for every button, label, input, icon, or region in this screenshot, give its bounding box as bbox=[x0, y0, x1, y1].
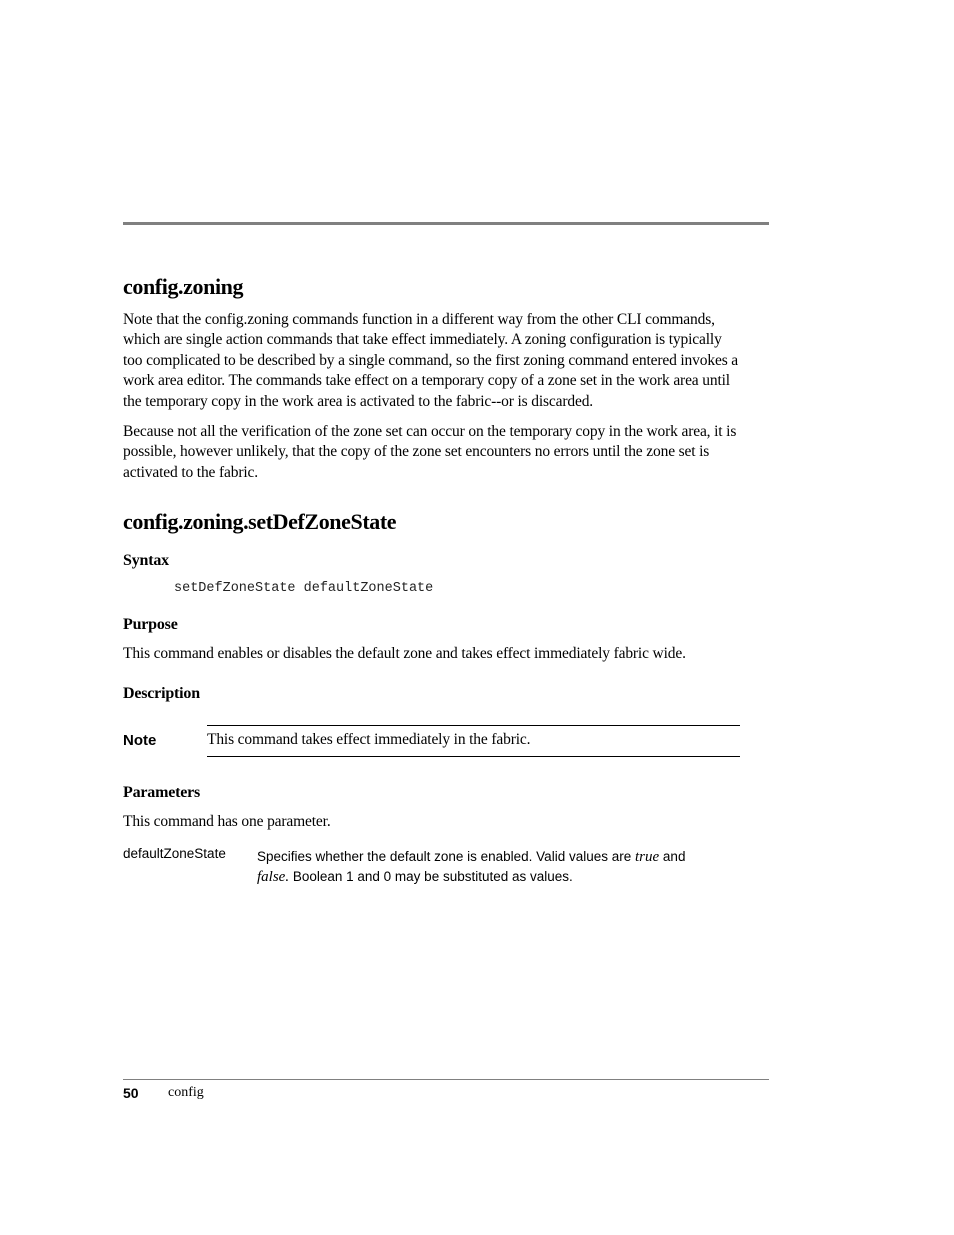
note-label: Note bbox=[123, 731, 157, 749]
note-callout bbox=[123, 725, 743, 757]
section-title-setdefzonestate: config.zoning.setDefZoneState bbox=[123, 509, 397, 535]
parameter-row bbox=[123, 846, 743, 886]
purpose-heading: Purpose bbox=[123, 616, 178, 634]
footer-rule bbox=[123, 1079, 769, 1080]
page-content bbox=[123, 270, 743, 886]
parameter-description bbox=[257, 847, 727, 887]
param-value-true: true bbox=[635, 849, 660, 866]
intro-paragraph-1: Note that the config.zoning commands function in a different way from the other CLI commands, which are single action commands that take effect immediately. A zoning configuration is typically too complicated to be described by a single command, so the first zoning command entered invokes a work area editor. The commands take effect on a temporary copy of a zone set in the work area until the temporary copy in the work area is activated to the fabric--or is discarded. bbox=[123, 311, 739, 410]
note-text: This command takes effect immediately in the fabric. bbox=[207, 730, 531, 748]
param-desc-and: and bbox=[659, 849, 686, 865]
intro-paragraph-2: Because not all the verification of the zone set can occur on the temporary copy in the work area, it is possible, however unlikely, that the copy of the zone set encounters no errors until the zone set is activated to the fabric. bbox=[123, 423, 737, 481]
param-desc-part1: Specifies whether the default zone is enabled. Valid values are bbox=[257, 849, 635, 865]
description-heading: Description bbox=[123, 684, 200, 702]
purpose-text: This command enables or disables the default zone and takes effect immediately fabric wide. bbox=[123, 645, 686, 663]
syntax-code: setDefZoneState defaultZoneState bbox=[174, 581, 434, 597]
param-value-false: false. bbox=[257, 869, 290, 886]
footer-section-name: config bbox=[168, 1085, 204, 1100]
syntax-heading: Syntax bbox=[123, 552, 169, 570]
top-rule bbox=[123, 222, 769, 225]
parameter-name: defaultZoneState bbox=[123, 846, 226, 862]
footer-page-number: 50 bbox=[123, 1085, 139, 1101]
note-box bbox=[207, 725, 740, 757]
param-desc-part2: Boolean 1 and 0 may be substituted as values. bbox=[289, 869, 573, 885]
parameters-heading: Parameters bbox=[123, 783, 201, 801]
section-title-config-zoning: config.zoning bbox=[123, 274, 244, 299]
parameters-intro: This command has one parameter. bbox=[123, 812, 331, 830]
